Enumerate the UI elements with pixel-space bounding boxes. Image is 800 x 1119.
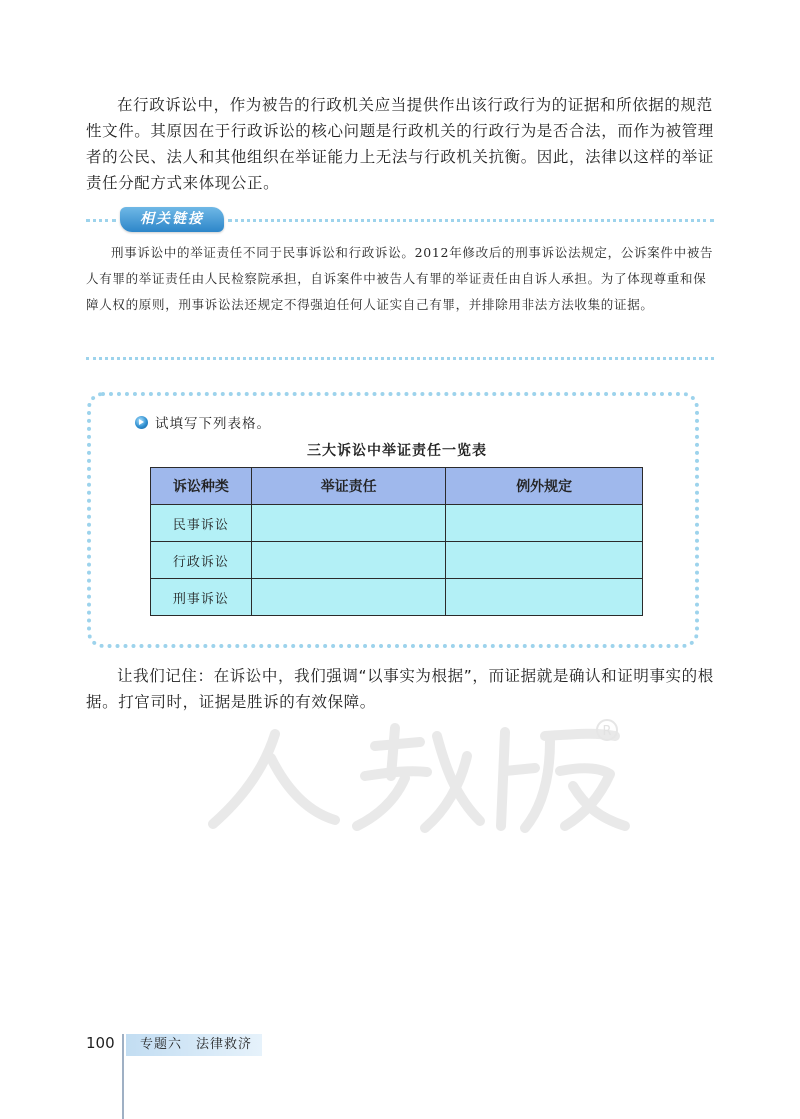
publisher-watermark-logo [205, 716, 645, 836]
table-row-label: 民事诉讼 [151, 505, 252, 542]
section-divider-dots [86, 219, 116, 222]
body-paragraph-2: 让我们记住：在诉讼中，我们强调“以事实为根据”，而证据就是确认和证明事实的根据。打官司时，证据是胜诉的有效保障。 [86, 667, 714, 711]
table-title: 三大诉讼中举证责任一览表 [307, 443, 487, 459]
burden-of-proof-table [150, 467, 643, 616]
activity-instruction [135, 412, 271, 432]
instruction-text: 试填写下列表格。 [155, 416, 271, 432]
table-row [151, 579, 643, 616]
table-blank-cell[interactable] [446, 542, 643, 579]
table-header-cell: 诉讼种类 [151, 468, 252, 505]
page-number: 100 [86, 1034, 115, 1052]
table-header-row [151, 468, 643, 505]
related-link-text: 刑事诉讼中的举证责任不同于民事诉讼和行政诉讼。2012年修改后的刑事诉讼法规定，公诉案件中被告人有罪的举证责任由人民检察院承担，自诉案件中被告人有罪的举证责任由自诉人承担。为了体现尊重和保障人权的原则，刑事诉讼法还规定不得强迫任何人证实自己有罪，并排除用非法方法收集的证据。 [86, 245, 714, 312]
related-link-badge: 相关链接 [120, 207, 224, 232]
play-bullet-icon [135, 416, 148, 429]
table-blank-cell[interactable] [251, 579, 446, 616]
section-divider-dots [228, 219, 714, 222]
table-blank-cell[interactable] [446, 505, 643, 542]
chapter-label: 专题六 法律救济 [126, 1034, 262, 1056]
table-row [151, 505, 643, 542]
table-blank-cell[interactable] [446, 579, 643, 616]
table-header-cell: 例外规定 [446, 468, 643, 505]
svg-text:R: R [602, 724, 612, 739]
section-divider-dots [86, 357, 714, 360]
footer-divider [122, 1034, 124, 1119]
table-header-cell: 举证责任 [251, 468, 446, 505]
table-row-label: 刑事诉讼 [151, 579, 252, 616]
table-row [151, 542, 643, 579]
table-blank-cell[interactable] [251, 542, 446, 579]
body-paragraph-1: 在行政诉讼中，作为被告的行政机关应当提供作出该行政行为的证据和所依据的规范性文件。其原因在于行政诉讼的核心问题是行政机关的行政行为是否合法，而作为被管理者的公民、法人和其他组织在举证能力上无法与行政机关抗衡。因此，法律以这样的举证责任分配方式来体现公正。 [86, 96, 714, 192]
table-row-label: 行政诉讼 [151, 542, 252, 579]
table-blank-cell[interactable] [251, 505, 446, 542]
